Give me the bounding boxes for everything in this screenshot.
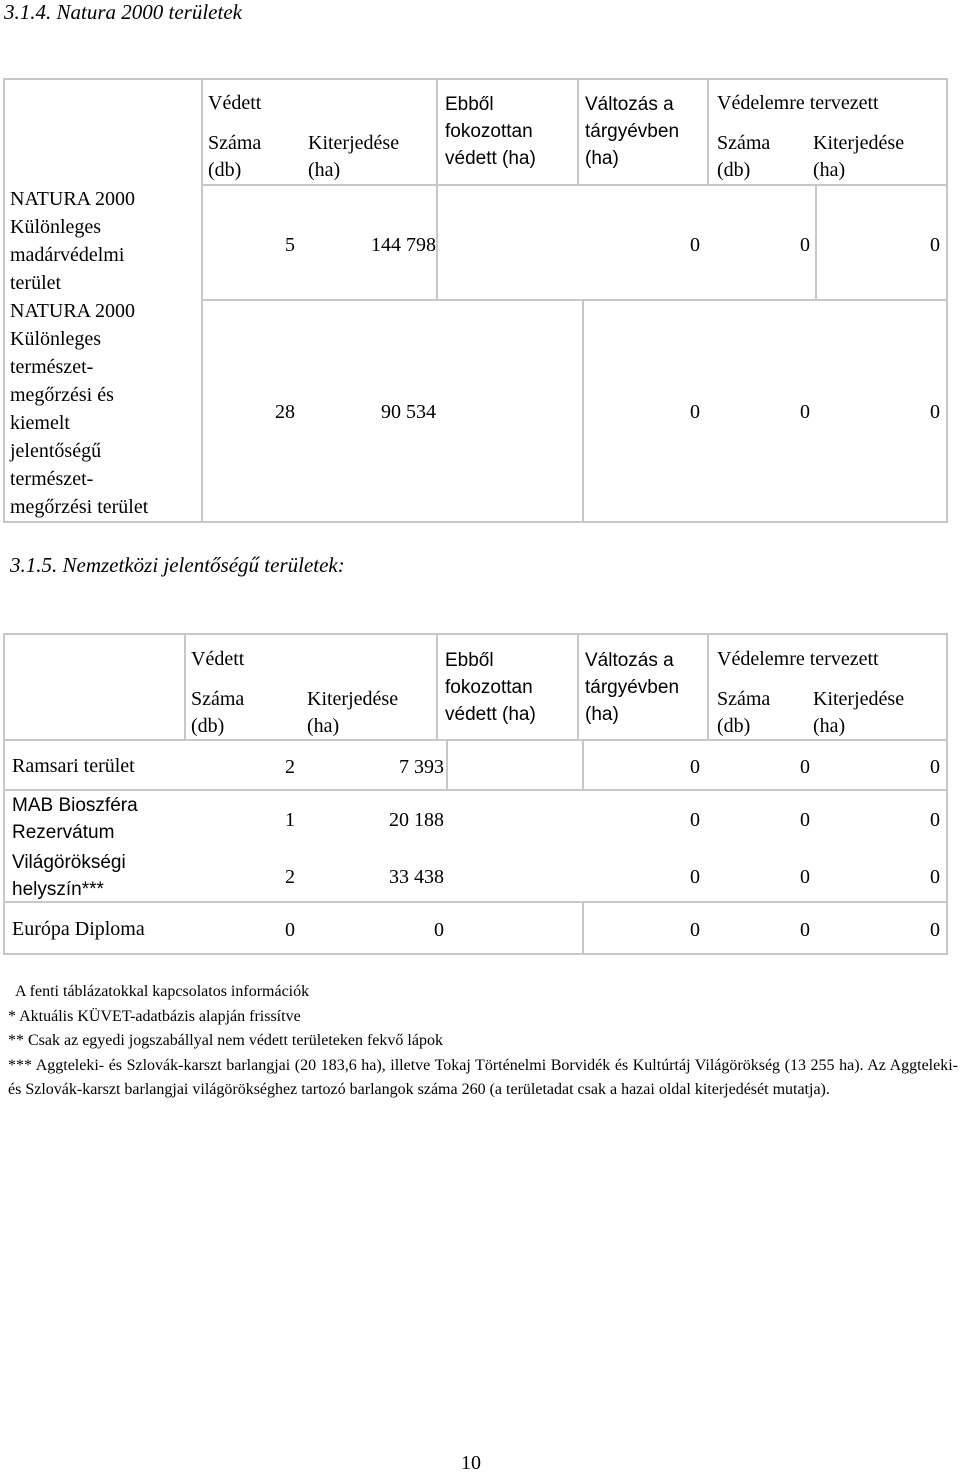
header-targyevben: tárgyévben xyxy=(585,121,680,142)
cell-valtozas: 0 xyxy=(690,809,700,831)
natura-row-2 xyxy=(201,299,948,523)
header-ebbol: Ebből xyxy=(445,650,494,671)
header-vedett: Védett xyxy=(208,92,262,114)
row-label-line: terület xyxy=(10,272,62,294)
cell-szama: 28 xyxy=(275,401,295,423)
cell-valtozas: 0 xyxy=(800,234,810,256)
header-valtozas: Változás a xyxy=(585,94,674,115)
header-v-db: (db) xyxy=(717,159,751,181)
row-label-line: NATURA 2000 xyxy=(10,188,136,210)
header-szama: Száma xyxy=(191,688,245,710)
cell-tervezett: 0 xyxy=(930,234,940,256)
header-szama: Száma xyxy=(208,132,262,154)
header-v-ha: (ha) xyxy=(813,159,846,181)
row-label-line: természet- xyxy=(10,356,94,378)
header-targyevben: tárgyévben xyxy=(585,677,680,698)
cell-szama: 2 xyxy=(285,756,295,778)
header-ha: (ha) xyxy=(308,159,341,181)
row-label: Európa Diploma xyxy=(12,918,145,940)
table-notes xyxy=(8,980,958,1103)
cell-kiterjedese: 33 438 xyxy=(389,866,444,888)
note-triple-star: *** Aggteleki- és Szlovák-karszt barlangjai (20 183,6 ha), illetve Tokaj Történelmi Borvidék és Kultúrtáj Világörökség (13 255 ha). Az Aggteleki- és Szlovák-karszt barlangjai világörökséghez tartozó barlangok száma 260 (a területadat csak a hazai oldal kiterjedését mutatja). xyxy=(8,1056,958,1098)
cell-v-kiterjedese: 0 xyxy=(930,809,940,831)
row-label: MAB Bioszféra xyxy=(12,795,138,816)
row-label-line: megőrzési terület xyxy=(10,496,149,518)
cell-v-kiterjedese: 0 xyxy=(930,866,940,888)
header-ha: (ha) xyxy=(307,715,340,737)
row-label-line: NATURA 2000 xyxy=(10,300,136,322)
header-valtozas-ha: (ha) xyxy=(585,148,619,169)
cell-v-szama: 0 xyxy=(800,809,810,831)
row-label-line: Különleges xyxy=(10,328,102,350)
note-double-star: ** Csak az egyedi jogszabállyal nem védett területeken fekvő lápok xyxy=(8,1032,443,1049)
natura-row-1 xyxy=(201,184,948,301)
note-intro: A fenti táblázatokkal kapcsolatos információk xyxy=(15,983,310,1000)
cell-valtozas: 0 xyxy=(800,401,810,423)
cell-valtozas: 0 xyxy=(690,756,700,778)
cell-kiterjedese: 7 393 xyxy=(399,756,444,778)
cell-szama: 5 xyxy=(285,234,295,256)
note-single-star: * Aktuális KÜVET-adatbázis alapján frissítve xyxy=(8,1007,301,1025)
row-label: Ramsari terület xyxy=(12,755,135,777)
row-label-line-2: Rezervátum xyxy=(12,822,115,843)
header-empty-cell xyxy=(3,633,186,741)
cell-kiterjedese: 0 xyxy=(434,919,444,941)
section-heading-international: 3.1.5. Nemzetközi jelentőségű területek: xyxy=(10,553,345,577)
cell-szama: 2 xyxy=(285,866,295,888)
row-label-line: Különleges xyxy=(10,216,102,238)
page-number: 10 xyxy=(461,1452,481,1474)
row-label: Világörökségi xyxy=(12,852,126,873)
header-valtozas: Változás a xyxy=(585,650,674,671)
cell-v-kiterjedese: 0 xyxy=(930,756,940,778)
cell-fokozottan: 0 xyxy=(690,234,700,256)
header-valtozas-ha: (ha) xyxy=(585,704,619,725)
header-v-ha: (ha) xyxy=(813,715,846,737)
header-vedelemre: Védelemre tervezett xyxy=(717,92,879,114)
cell-fokozottan: 0 xyxy=(690,401,700,423)
row-label-line-2: helyszín*** xyxy=(12,879,104,900)
cell-kiterjedese: 90 534 xyxy=(381,401,436,423)
cell-kiterjedese: 20 188 xyxy=(389,809,444,831)
header-v-db: (db) xyxy=(717,715,751,737)
header-fokozottan: fokozottan xyxy=(445,121,533,142)
header-v-szama: Száma xyxy=(717,688,771,710)
header-v-kiterjedese: Kiterjedése xyxy=(813,688,905,710)
header-vedett: Védett xyxy=(191,648,245,670)
cell-valtozas: 0 xyxy=(690,919,700,941)
header-v-kiterjedese: Kiterjedése xyxy=(813,132,905,154)
row-label-line: jelentőségű xyxy=(10,440,102,462)
cell-v-szama: 0 xyxy=(800,756,810,778)
header-db: (db) xyxy=(191,715,225,737)
header-v-szama: Száma xyxy=(717,132,771,154)
section-heading-natura: 3.1.4. Natura 2000 területek xyxy=(4,0,242,24)
header-vedelemre: Védelemre tervezett xyxy=(717,648,879,670)
cell-v-kiterjedese: 0 xyxy=(930,919,940,941)
header-vedett-ha: védett (ha) xyxy=(445,148,536,169)
cell-kiterjedese: 144 798 xyxy=(371,234,436,256)
header-kiterjedese: Kiterjedése xyxy=(308,132,400,154)
cell-szama: 0 xyxy=(285,919,295,941)
header-db: (db) xyxy=(208,159,242,181)
cell-szama: 1 xyxy=(285,809,295,831)
cell-v-szama: 0 xyxy=(800,866,810,888)
row-label-line: természet- xyxy=(10,468,94,490)
cell-tervezett: 0 xyxy=(930,401,940,423)
cell-valtozas: 0 xyxy=(690,866,700,888)
header-vedett-ha: védett (ha) xyxy=(445,704,536,725)
header-ebbol: Ebből xyxy=(445,94,494,115)
header-fokozottan: fokozottan xyxy=(445,677,533,698)
cell-v-szama: 0 xyxy=(800,919,810,941)
header-kiterjedese: Kiterjedése xyxy=(307,688,399,710)
row-label-line: kiemelt xyxy=(10,412,70,434)
row-label-line: megőrzési és xyxy=(10,384,114,406)
row-label-line: madárvédelmi xyxy=(10,244,125,266)
